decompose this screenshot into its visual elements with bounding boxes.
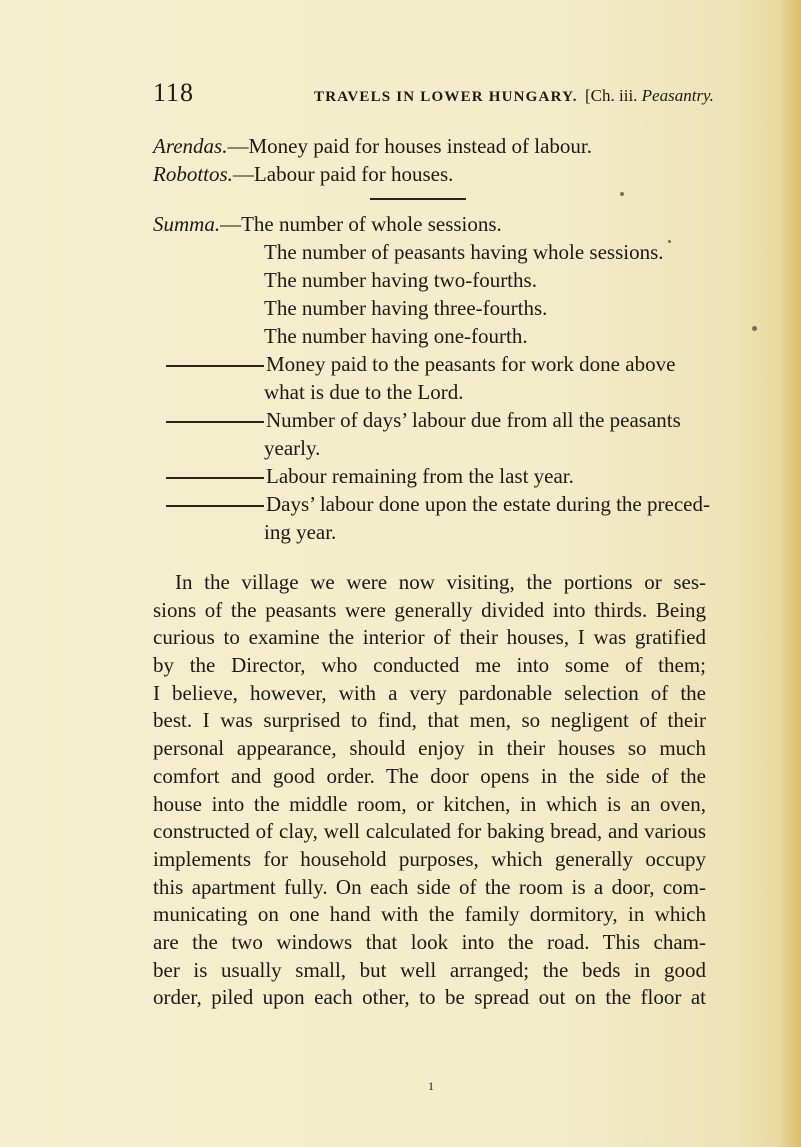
summa-dash-continuation: ing year. [264, 520, 337, 544]
paragraph-line: best. I was surprised to find, that men, so negligent of their [153, 708, 706, 733]
definition-term: Robottos. [153, 162, 233, 186]
leader-dash [166, 365, 264, 367]
summa-dash-item [166, 492, 710, 517]
definition-term: Arendas. [153, 134, 228, 158]
chapter-topic: Peasantry. [641, 86, 714, 105]
paragraph-line: comfort and good order. The door opens in the side of the [153, 763, 706, 788]
paragraph-line: order, piled upon each other, to be spread out on the floor at [153, 985, 706, 1010]
chapter-reference [585, 86, 714, 106]
definition-arendas [153, 134, 592, 159]
summa-dash-text: Days’ labour done upon the estate during the preced- [266, 492, 710, 516]
paragraph-line: constructed of clay, well calculated for baking bread, and various [153, 819, 706, 844]
paragraph-line: implements for household purposes, which generally occupy [153, 846, 706, 871]
page-number: 118 [153, 78, 195, 107]
summa-dash-item [166, 464, 574, 489]
section-divider [370, 198, 466, 200]
paragraph-line: municating on one hand with the family dormitory, in which [153, 902, 706, 927]
paragraph-line: by the Director, who conducted me into some of them; [153, 653, 706, 678]
paragraph-line: are the two windows that look into the road. This cham- [153, 929, 706, 954]
definition-robottos [153, 162, 453, 187]
definition-text: —Money paid for houses instead of labour. [227, 134, 592, 158]
paragraph-line: sions of the peasants were generally divided into thirds. Being [153, 597, 706, 622]
running-title: TRAVELS IN LOWER HUNGARY. [314, 89, 578, 105]
page-header [0, 78, 801, 108]
body-paragraph [153, 569, 706, 1012]
summa-dash-text: Number of days’ labour due from all the peasants [266, 408, 681, 432]
leader-dash [166, 421, 264, 423]
summa-line: The number having two-fourths. [264, 268, 537, 292]
summa-line: The number of peasants having whole sessions. [264, 240, 664, 264]
definition-text: —Labour paid for houses. [232, 162, 454, 186]
paragraph-line: curious to examine the interior of their houses, I was gratified [153, 625, 706, 650]
paragraph-line: personal appearance, should enjoy in their houses so much [153, 736, 706, 761]
signature-mark: 1 [428, 1079, 434, 1093]
summa-dash-item [166, 408, 681, 433]
leader-dash [166, 477, 264, 479]
paragraph-line: ber is usually small, but well arranged; the beds in good [153, 957, 706, 982]
paragraph-line: I believe, however, with a very pardonable selection of the [153, 680, 706, 705]
paper-speck [668, 240, 671, 243]
summa-dash-continuation: what is due to the Lord. [264, 380, 464, 404]
page-edge-shading [779, 0, 801, 1147]
paragraph-line: house into the middle room, or kitchen, in which is an oven, [153, 791, 706, 816]
summa-line: The number having one-fourth. [264, 324, 528, 348]
summa-text: —The number of whole sessions. [220, 212, 502, 236]
summa-term: Summa. [153, 212, 221, 236]
leader-dash [166, 505, 264, 507]
summa-line [153, 212, 502, 237]
summa-dash-text: Labour remaining from the last year. [266, 464, 574, 488]
summa-dash-text: Money paid to the peasants for work done above [266, 352, 676, 376]
summa-dash-item [166, 352, 675, 377]
paper-speck [752, 326, 757, 331]
paragraph-line: this apartment fully. On each side of the room is a door, com- [153, 874, 706, 899]
chapter-number: [Ch. iii. [585, 86, 638, 105]
summa-dash-continuation: yearly. [264, 436, 321, 460]
summa-line: The number having three-fourths. [264, 296, 548, 320]
paper-speck [620, 192, 624, 196]
paragraph-line: In the village we were now visiting, the portions or ses- [175, 570, 706, 594]
